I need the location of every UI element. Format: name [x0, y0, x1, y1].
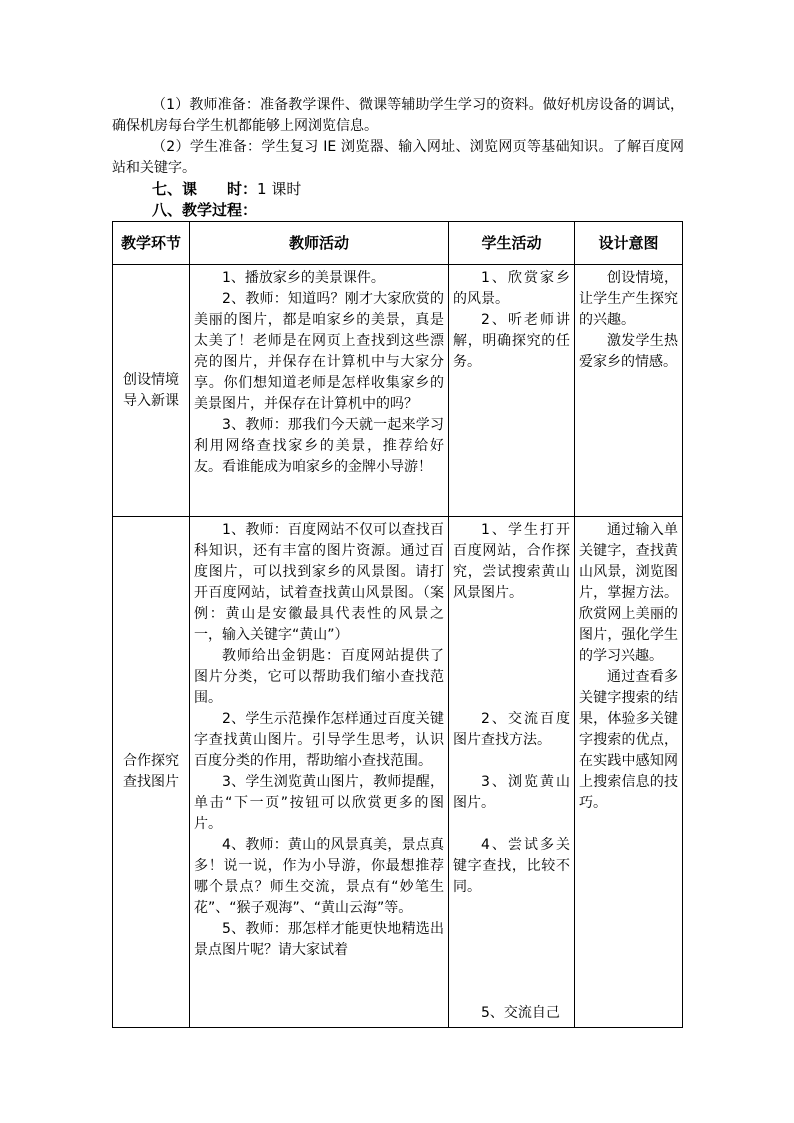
student-step: 4、尝试多关键字查找，比较不同。: [453, 837, 570, 895]
student-step: 5、交流自己: [481, 1005, 560, 1021]
student-step: 2、听老师讲解，明确探究的任务。: [453, 312, 570, 370]
teacher-step: 2、教师：知道吗？刚才大家欣赏的美丽的图片，都是咱家乡的美景，真是太美了！老师是在网页上查找到这些漂亮的图片，并保存在计算机中与大家分享。你们想知道老师是怎样收集家乡的美景图片，并保存在计算机中的吗？: [194, 291, 444, 412]
teacher-step: 3、教师：那我们今天就一起来学习利用网络查找家乡的美景，推荐给好友。看谁能成为咱家乡的金牌小导游！: [194, 417, 444, 475]
design-note: 通过查看多关键字搜索的结果，体验多关键字搜索的优点，在实践中感知网上搜索信息的技巧。: [579, 669, 678, 811]
section-7-value: 1 课时: [257, 180, 302, 198]
student-activity-intro: [449, 265, 575, 517]
teacher-step: 3、学生浏览黄山图片，教师提醒，单击“下一页”按钮可以欣赏更多的图片。: [194, 774, 444, 832]
design-note: 通过输入单关键字，查找黄山风景，浏览图片，掌握方法。欣赏网上美丽的图片，强化学生的学习兴趣。: [579, 522, 678, 664]
header-stage: 教学环节: [113, 222, 190, 265]
section-7-label: 七、课 时：: [152, 180, 258, 198]
teacher-step: 教师给出金钥匙：百度网站提供了图片分类，它可以帮助我们缩小查找范围。: [194, 648, 444, 706]
student-step: 3、浏览黄山图片。: [453, 774, 570, 811]
section-8-heading: 八、教学过程：: [152, 201, 258, 219]
header-design-intent: 设计意图: [575, 222, 683, 265]
student-step: 1、学生打开百度网站，合作探究，尝试搜索黄山风景图片。: [453, 522, 570, 601]
student-prep-paragraph: （2）学生准备：学生复习 IE 浏览器、输入网址、浏览网页等基础知识。了解百度网站和关键字。: [112, 139, 684, 176]
design-intent-explore: [575, 517, 683, 1028]
teacher-activity-explore: [190, 517, 449, 1028]
student-step: 1、欣赏家乡的风景。: [453, 270, 570, 307]
teacher-step: 1、播放家乡的美景课件。: [222, 270, 385, 286]
teacher-prep-paragraph: （1）教师准备：准备教学课件、微课等辅助学生学习的资料。做好机房设备的调试，确保机房每台学生机都能够上网浏览信息。: [112, 97, 684, 134]
section-7-heading: [152, 179, 301, 200]
teacher-step: 5、教师：那怎样才能更快地精选出景点图片呢？请大家试着: [194, 921, 444, 958]
teaching-process-table: [112, 221, 683, 1028]
table-row-explore: [113, 517, 683, 1028]
design-intent-intro: [575, 265, 683, 517]
header-student-activity: 学生活动: [449, 222, 575, 265]
stage-explore: 合作探究查找图片: [113, 517, 190, 1028]
header-teacher-activity: 教师活动: [190, 222, 449, 265]
stage-intro: 创设情境导入新课: [113, 265, 190, 517]
teacher-step: 2、学生示范操作怎样通过百度关键字查找黄山图片。引导学生思考，认识百度分类的作用，帮助缩小查找范围。: [194, 711, 444, 769]
table-row-intro: [113, 265, 683, 517]
design-note: 创设情境，让学生产生探究的兴趣。: [579, 270, 678, 328]
teacher-activity-intro: [190, 265, 449, 517]
teacher-step: 1、教师：百度网站不仅可以查找百科知识，还有丰富的图片资源。通过百度图片，可以找到家乡的风景图。请打开百度网站，试着查找黄山风景图。（案例：黄山是安徽最具代表性的风景之一，输入关键字“黄山”）: [194, 522, 444, 643]
design-note: 激发学生热爱家乡的情感。: [579, 333, 678, 370]
table-header-row: [113, 222, 683, 265]
student-activity-explore: [449, 517, 575, 1028]
teacher-step: 4、教师：黄山的风景真美，景点真多！说一说，作为小导游，你最想推荐哪个景点？师生交流，景点有“妙笔生花”、“猴子观海”、“黄山云海”等。: [194, 837, 444, 916]
student-step: 2、交流百度图片查找方法。: [453, 711, 570, 748]
